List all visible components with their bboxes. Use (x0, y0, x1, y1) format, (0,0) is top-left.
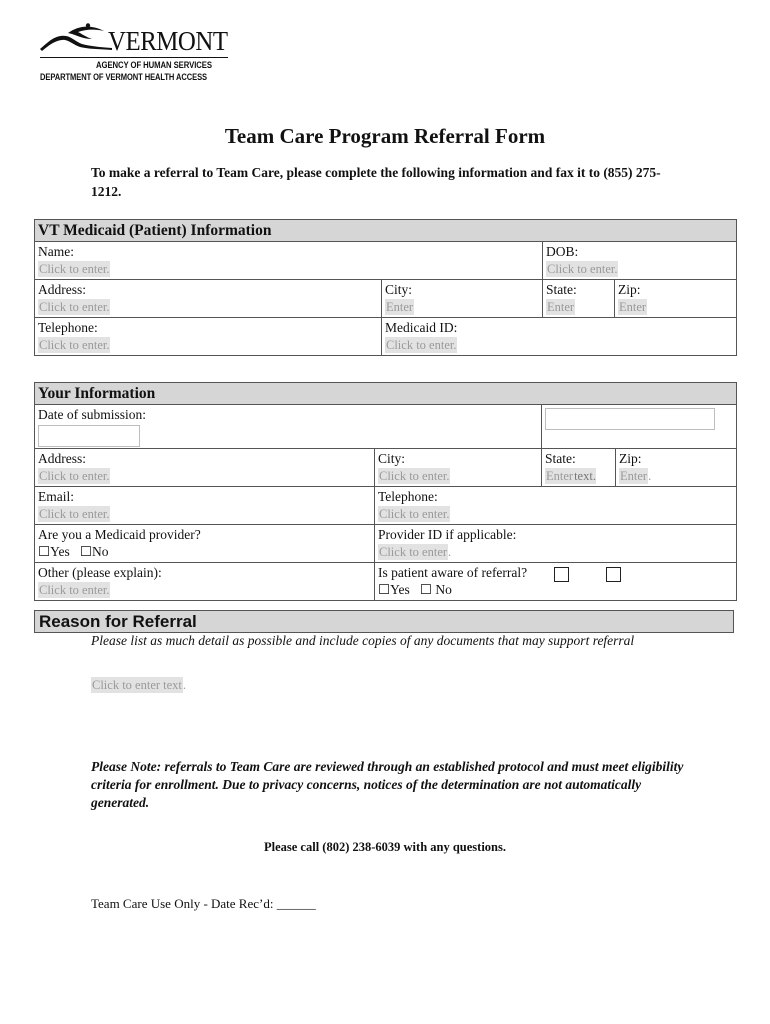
patient-aware-question: Is patient aware of referral? (378, 565, 528, 580)
patient-dob-label: DOB: (546, 244, 579, 259)
your-email-label: Email: (38, 489, 74, 504)
provider-id-cell (375, 525, 737, 563)
reason-input-tail: . (182, 678, 187, 692)
aware-no-checkbox[interactable]: ☐ No (419, 582, 452, 597)
your-state-input[interactable]: Enter (546, 469, 574, 483)
your-state-label: State: (545, 451, 576, 466)
patient-city-cell (382, 280, 543, 318)
contact-line: Please call (802) 238-6039 with any questions. (263, 840, 506, 854)
your-city-label: City: (378, 451, 406, 466)
vermont-logo (38, 22, 238, 86)
your-address-label: Address: (38, 451, 86, 466)
logo-wordmark: VERMONT (108, 26, 228, 56)
patient-state-label: State: (546, 282, 577, 297)
submission-date-input[interactable] (545, 408, 715, 430)
patient-medicaid-id-cell (382, 318, 737, 356)
your-city-input[interactable]: Click to enter. (379, 469, 450, 483)
patient-address-input[interactable]: Click to enter. (39, 300, 110, 314)
aware-yes-checkbox[interactable]: ☐Yes (378, 582, 410, 597)
patient-telephone-cell (35, 318, 382, 356)
your-zip-label: Zip: (619, 451, 642, 466)
patient-city-input[interactable]: Enter (386, 300, 414, 314)
submission-date-label: Date of submission: (38, 407, 146, 422)
submission-date-cell (35, 405, 542, 449)
your-zip-input[interactable]: Enter (620, 469, 648, 483)
patient-section-heading: VT Medicaid (Patient) Information (35, 220, 737, 242)
your-address-input[interactable]: Click to enter. (39, 469, 110, 483)
provider-no-checkbox[interactable]: ☐No (79, 544, 109, 559)
your-section-heading: Your Information (35, 383, 737, 405)
provider-id-label: Provider ID if applicable: (378, 527, 517, 542)
patient-zip-input[interactable]: Enter (619, 300, 647, 314)
intro-text: To make a referral to Team Care, please complete the following information and fax it to (855) 275-1212. (91, 165, 661, 199)
patient-name-input[interactable]: Click to enter. (39, 262, 110, 276)
privacy-note: Please Note: referrals to Team Care are reviewed through an established protocol and must meet eligibility criteria for enrollment. Due to privacy concerns, notices of the determination are not automatically generated. (91, 759, 684, 810)
patient-medicaid-id-label: Medicaid ID: (385, 320, 458, 335)
patient-telephone-input[interactable]: Click to enter. (39, 338, 110, 352)
your-email-cell (35, 487, 375, 525)
your-telephone-input[interactable]: Click to enter. (379, 507, 450, 521)
reason-description: Please list as much detail as possible and include copies of any documents that may support referral (91, 633, 635, 648)
patient-address-label: Address: (38, 282, 86, 297)
your-info-table (34, 382, 737, 601)
your-address-cell (35, 449, 375, 487)
logo-agency: AGENCY OF HUMAN SERVICES (96, 60, 212, 70)
patient-info-table (34, 219, 737, 356)
logo-rule (40, 57, 228, 58)
provider-id-input-tail: . (448, 545, 452, 559)
other-label: Other (please explain): (38, 565, 162, 580)
aware-extra-checkbox-2[interactable] (606, 567, 621, 582)
patient-city-label: City: (385, 282, 413, 297)
patient-telephone-label: Telephone: (38, 320, 98, 335)
your-state-input-tail: text. (574, 469, 596, 483)
medicaid-provider-question: Are you a Medicaid provider? (38, 527, 201, 542)
patient-state-input[interactable]: Enter (547, 300, 575, 314)
patient-dob-cell (543, 242, 737, 280)
team-care-use-only: Team Care Use Only - Date Rec’d: ______ (91, 896, 316, 911)
form-title: Team Care Program Referral Form (224, 124, 546, 148)
reason-section-heading: Reason for Referral (34, 610, 734, 633)
patient-address-cell (35, 280, 382, 318)
your-telephone-label: Telephone: (378, 489, 438, 504)
patient-zip-cell (615, 280, 737, 318)
your-telephone-cell (375, 487, 737, 525)
your-zip-input-tail: . (648, 469, 652, 483)
your-zip-cell (616, 449, 737, 487)
other-input[interactable]: Click to enter. (39, 583, 110, 597)
patient-zip-label: Zip: (618, 282, 641, 297)
patient-name-cell (35, 242, 543, 280)
provider-id-input[interactable]: Click to enter (379, 545, 448, 559)
submission-date-small-input[interactable] (38, 425, 140, 447)
patient-medicaid-id-input[interactable]: Click to enter. (386, 338, 457, 352)
mountain-logo-icon (38, 22, 113, 56)
patient-state-cell (543, 280, 615, 318)
your-city-cell (375, 449, 542, 487)
logo-department: DEPARTMENT OF VERMONT HEALTH ACCESS (40, 72, 208, 82)
your-email-input[interactable]: Click to enter. (39, 507, 110, 521)
patient-dob-input[interactable]: Click to enter. (547, 262, 618, 276)
provider-yes-checkbox[interactable]: ☐Yes (38, 544, 70, 559)
reason-input[interactable]: Click to enter text (92, 678, 182, 692)
other-cell (35, 563, 375, 601)
aware-extra-checkbox-1[interactable] (554, 567, 569, 582)
submission-date-box-cell (542, 405, 737, 449)
your-state-cell (542, 449, 616, 487)
medicaid-provider-cell (35, 525, 375, 563)
patient-name-label: Name: (38, 244, 74, 259)
